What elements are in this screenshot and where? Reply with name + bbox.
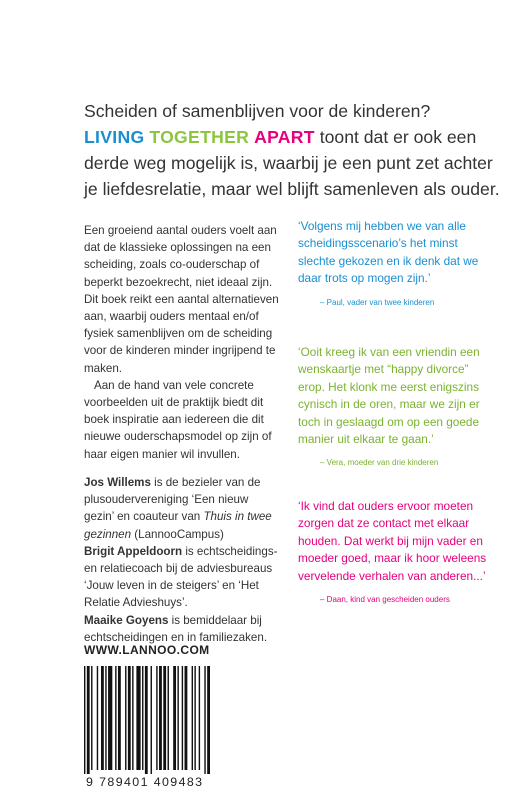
author-name-2: Brigit Appeldoorn	[84, 544, 183, 558]
quote-text: ‘Volgens mij hebben we van alle scheidingsscenario’s het minst slechte gekozen en ik denk dat we daar trots op mogen zijn.’	[298, 219, 479, 286]
author-name-1: Jos Willems	[84, 476, 151, 489]
description-paragraph-2: Aan de hand van vele concrete voorbeelden uit de praktijk biedt dit boek inspiratie aan iedereen die dit nieuwe ouderschapsmodel op zijn of haar eigen manier wil invullen.	[84, 378, 272, 461]
quote-daan	[298, 498, 498, 608]
author-name-3: Maaike Goyens	[84, 613, 169, 627]
quote-text: ‘Ooit kreeg ik van een vriendin een wenskaartje met “happy divorce” erop. Het klonk me eerst enigszins cynisch in de oren, maar we zijn er toch in geslaagd om op een goede manier uit elkaar te gaan.’	[298, 345, 480, 447]
quote-attribution: – Vera, moeder van drie kinderen	[320, 458, 439, 468]
barcode	[84, 666, 210, 774]
author-bio-3-text: is bemiddelaar bij echtscheidingen en in familiezaken.	[84, 613, 268, 644]
brand-together: TOGETHER	[149, 127, 250, 147]
quote-vera	[298, 344, 498, 472]
author-bio-2-text: is echtscheidings- en relatiecoach bij de adviesbureaus ‘Jouw leven in de steigers’ en ‘Het Relatie Advieshuys’.	[84, 544, 278, 610]
quote-text: ‘Ik vind dat ouders ervoor moeten zorgen dat ze contact met elkaar houden. Dat werkt bij mijn vader en moeder goed, maar ik hoor weleens vervelende verhalen van anderen...’	[298, 499, 487, 583]
isbn-number: 9 789401 409483	[86, 775, 204, 789]
author-bio-1	[84, 474, 280, 543]
description-paragraph-1: Een groeiend aantal ouders voelt aan dat de klassieke oplossingen na een scheiding, zoals co-ouderschap of beperkt bezoekrecht, niet ideaal zijn. Dit boek reikt een aantal alternatieven aan, waarbij ouders mentaal en/of fysiek samenblijven om de scheiding voor de kinderen minder ingrijpend te maken.	[84, 224, 279, 375]
quote-paul	[298, 218, 498, 311]
description	[84, 222, 280, 463]
intro-question: Scheiden of samenblijven voor de kinderen?	[84, 101, 431, 121]
author-bio-2	[84, 543, 280, 612]
publisher-website: WWW.LANNOO.COM	[84, 643, 210, 657]
author-bio-1-text: is de bezieler van de plusoudervereniging ‘Een nieuw gezin’ en coauteur van	[84, 476, 261, 524]
quote-attribution: – Daan, kind van gescheiden ouders	[320, 595, 450, 605]
brand-living: LIVING	[84, 127, 145, 147]
author-bio-3	[84, 612, 280, 646]
intro-paragraph	[84, 98, 504, 202]
intro-rest: toont dat er ook een derde weg mogelijk is, waarbij je een punt zet achter je liefdesrelatie, maar wel blijft samenleven als ouder.	[84, 127, 500, 199]
author-bios	[84, 474, 280, 646]
author-bio-1-text-b: (LannooCampus)	[131, 527, 224, 541]
book-title: Thuis in twee gezinnen	[84, 510, 272, 541]
brand-apart: APART	[254, 127, 315, 147]
quote-attribution: – Paul, vader van twee kinderen	[320, 297, 435, 307]
